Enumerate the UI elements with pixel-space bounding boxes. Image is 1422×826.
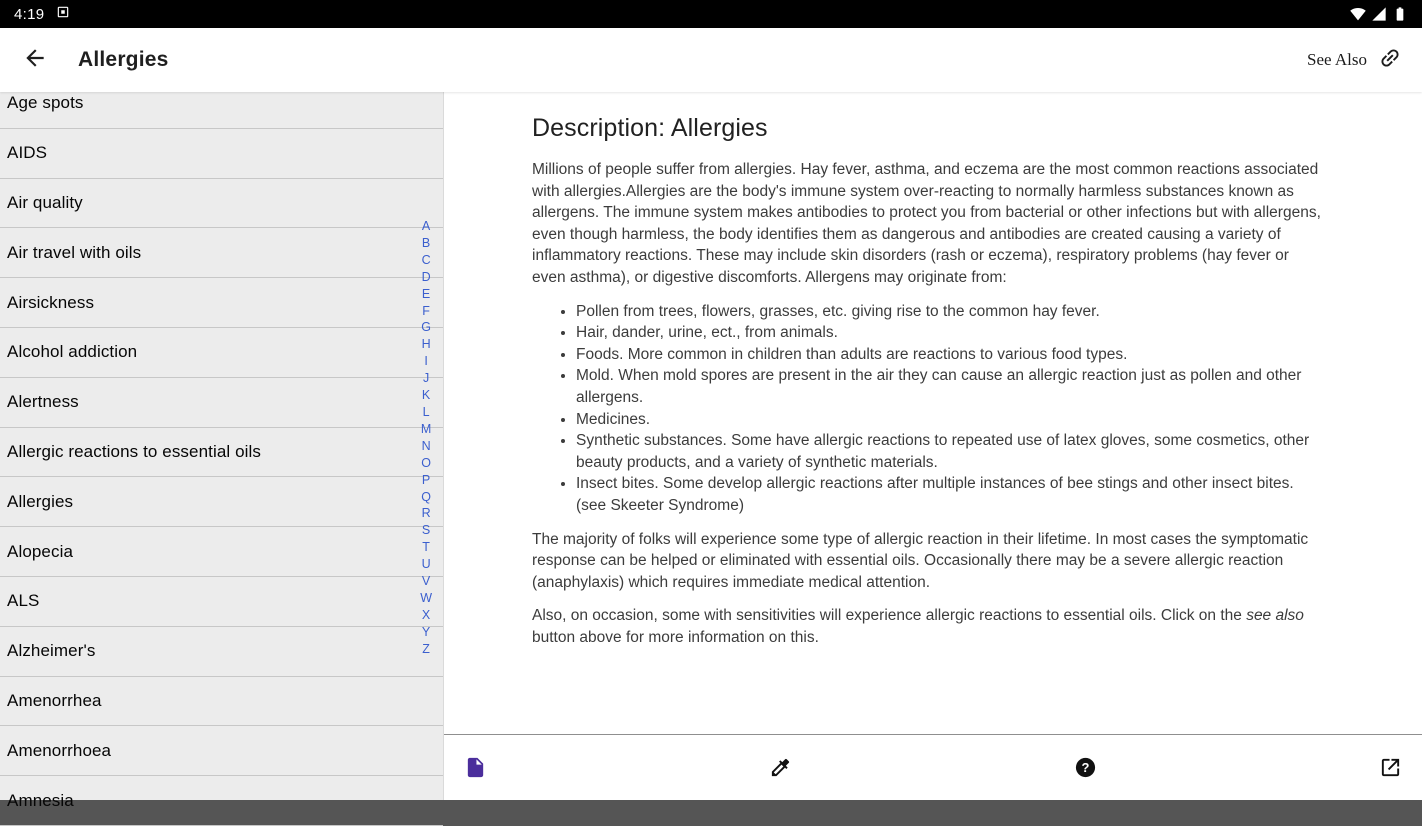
index-letter[interactable]: V (421, 574, 431, 589)
index-letter[interactable]: J (422, 371, 430, 386)
condition-label: Air travel with oils (7, 242, 142, 262)
see-also-paragraph (532, 605, 1326, 648)
share-button[interactable] (1377, 755, 1403, 781)
status-right (1350, 6, 1408, 22)
condition-list-item[interactable] (0, 179, 443, 229)
condition-list-item[interactable] (0, 527, 443, 577)
index-letter[interactable]: H (421, 337, 431, 352)
condition-list-item[interactable] (0, 228, 443, 278)
condition-label: Amenorrhoea (7, 740, 112, 760)
index-letter[interactable]: Y (421, 624, 431, 639)
index-letter[interactable]: F (422, 303, 430, 318)
status-bar (0, 0, 1422, 28)
index-letter[interactable]: X (421, 607, 431, 622)
document-icon (464, 756, 487, 779)
index-letter[interactable]: O (421, 455, 431, 470)
bottom-toolbar (444, 734, 1422, 800)
condition-list-item[interactable] (0, 129, 443, 179)
index-letter[interactable]: N (421, 438, 431, 453)
index-letter[interactable]: Z (422, 641, 430, 656)
see-also-paragraph-post: button above for more information on this. (532, 628, 819, 646)
article-heading: Description: Allergies (532, 114, 768, 142)
oils-button[interactable] (767, 755, 793, 781)
see-also-button[interactable] (1307, 46, 1402, 75)
condition-list-item[interactable] (0, 627, 443, 677)
help-icon (1074, 756, 1097, 779)
index-letter[interactable]: T (422, 540, 430, 555)
condition-label: AIDS (7, 143, 48, 163)
majority-paragraph: The majority of folks will experience some type of allergic reaction in their lifetime. In most cases the symptomatic response can be helped or eliminated with essential oils. Occasionally there may be a severe allergic reaction (anaphylaxis) which requires immediate medical attention. (532, 530, 1309, 591)
condition-label: Alopecia (7, 541, 74, 561)
condition-label: Airsickness (7, 292, 95, 312)
condition-list-item[interactable] (0, 328, 443, 378)
condition-list-item[interactable] (0, 278, 443, 328)
svg-text:?: ? (1081, 759, 1089, 775)
index-letter[interactable]: K (421, 388, 431, 403)
index-letter[interactable]: R (421, 506, 431, 521)
notification-icon (56, 5, 70, 24)
condition-label: Amenorrhea (7, 690, 102, 710)
see-also-label: See Also (1307, 50, 1367, 69)
allergen-source-item: • Synthetic substances. Some have allergic reactions to repeated use of latex gloves, some cosmetics, other beauty products, and a variety of synthetic materials. (576, 430, 1326, 473)
index-letter[interactable]: A (421, 219, 431, 233)
condition-sidebar (0, 92, 444, 810)
allergen-source-item: • Medicines. (576, 409, 1326, 431)
condition-list (0, 79, 443, 826)
condition-label: Age spots (7, 93, 84, 113)
condition-label: Allergic reactions to essential oils (7, 441, 261, 461)
arrow-back-icon (22, 45, 48, 76)
index-letter[interactable]: M (420, 421, 432, 436)
condition-list-item[interactable] (0, 378, 443, 428)
index-letter[interactable]: U (421, 557, 431, 572)
allergen-source-item: • Pollen from trees, flowers, grasses, etc. giving rise to the common hay fever. (576, 301, 1326, 323)
allergen-source-list (532, 301, 1326, 517)
alphabet-fastscroll[interactable] (420, 218, 432, 658)
app-bar (0, 28, 1422, 92)
index-letter[interactable]: C (421, 252, 431, 267)
index-letter[interactable]: P (421, 472, 431, 487)
see-also-paragraph-italic: see also (1246, 607, 1304, 625)
signal-icon (1371, 6, 1387, 22)
index-letter[interactable]: G (421, 320, 431, 335)
index-letter[interactable]: S (421, 523, 431, 538)
index-letter[interactable]: W (420, 590, 432, 605)
allergen-source-item: • Insect bites. Some develop allergic reactions after multiple instances of bee stings and other insect bites. (see Skeeter Syndrome) (576, 473, 1326, 516)
help-button[interactable] (1072, 755, 1098, 781)
see-also-paragraph-pre: Also, on occasion, some with sensitivities will experience allergic reactions to essential oils. Click on the (532, 607, 1247, 625)
content-panel (444, 92, 1422, 800)
index-letter[interactable]: L (422, 404, 430, 419)
allergen-source-item: • Mold. When mold spores are present in the air they can cause an allergic reaction just as pollen and other allergens. (576, 365, 1326, 408)
description-button[interactable] (462, 755, 488, 781)
share-icon (1379, 756, 1402, 779)
condition-label: Amnesia (7, 790, 74, 810)
condition-list-item[interactable] (0, 776, 443, 826)
allergen-source-item: • Foods. More common in children than adults are reactions to various food types. (576, 344, 1326, 366)
condition-label: Allergies (7, 491, 74, 511)
index-letter[interactable]: B (421, 235, 431, 250)
condition-label: ALS (7, 591, 40, 611)
condition-label: Alzheimer's (7, 641, 96, 661)
intro-paragraph: Millions of people suffer from allergies. Hay fever, asthma, and eczema are the most common reactions associated with allergies.Allergies are the body's immune system over-reacting to normally harmless substances known as allergens. The immune system makes antibodies to protect you from bacterial or other infections but with allergens, even though harmless, the body identifies them as dangerous and antibodies are created causing a variety of inflammatory reactions. These may include skin disorders (rash or eczema), respiratory problems (hay fever or even asthma), or digestive discomforts. Allergens may originate from: (532, 161, 1321, 286)
allergen-source-item: • Hair, dander, urine, ect., from animals. (576, 322, 1326, 344)
eyedropper-icon (769, 756, 792, 779)
condition-list-item[interactable] (0, 677, 443, 727)
condition-label: Air quality (7, 192, 83, 212)
index-letter[interactable]: D (421, 269, 431, 284)
index-letter[interactable]: I (424, 354, 428, 369)
index-letter[interactable]: Q (421, 489, 431, 504)
condition-list-item[interactable] (0, 726, 443, 776)
wifi-icon (1350, 6, 1366, 22)
description-article (444, 92, 1422, 734)
index-letter[interactable]: E (421, 286, 431, 301)
condition-list-item[interactable] (0, 577, 443, 627)
clock: 4:19 (14, 5, 45, 23)
back-button[interactable] (18, 43, 52, 77)
condition-list-item[interactable] (0, 477, 443, 527)
body-row (0, 92, 1422, 810)
link-icon (1378, 46, 1402, 75)
condition-label: Alertness (7, 392, 79, 412)
condition-label: Alcohol addiction (7, 342, 138, 362)
condition-list-item[interactable] (0, 428, 443, 478)
status-left (14, 5, 70, 24)
battery-icon (1392, 6, 1408, 22)
page-title: Allergies (78, 48, 169, 71)
